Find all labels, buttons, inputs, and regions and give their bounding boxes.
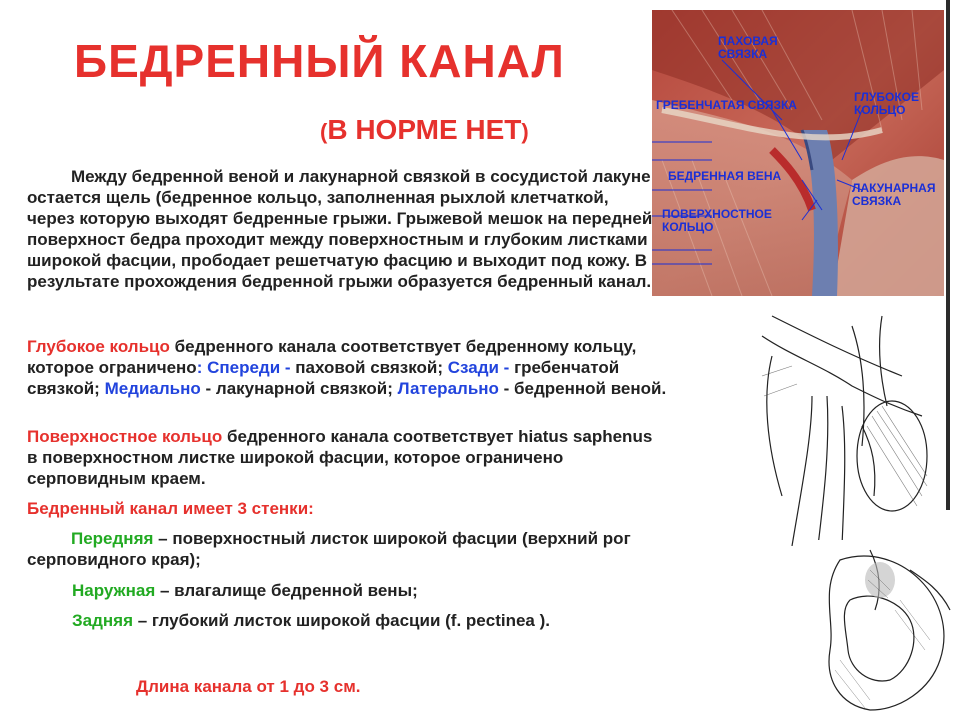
- deep-ring-term: Глубокое кольцо: [27, 337, 170, 356]
- walls-heading: Бедренный канал имеет 3 стенки:: [27, 499, 314, 518]
- deep-ring-text-1: бедренного канала соответствует бедренному кольцу, которое ограничено: [27, 337, 637, 377]
- label-deep-ring-line2: КОЛЬЦО: [854, 103, 906, 117]
- label-superficial-line2: КОЛЬЦО: [662, 220, 714, 234]
- label-pectineal-ligament: ГРЕБЕНЧАТАЯ СВЯЗКА: [656, 98, 797, 112]
- label-femoral-vein: БЕДРЕННАЯ ВЕНА: [668, 169, 782, 183]
- vessels-sketch: [752, 296, 942, 546]
- length-note: Длина канала от 1 до 3 см.: [136, 677, 361, 696]
- label-inguinal-line1: ПАХОВАЯ: [718, 34, 778, 48]
- deep-ring-text-5: - бедренной веной.: [498, 379, 667, 398]
- slide-title: БЕДРЕННЫЙ КАНАЛ: [74, 35, 565, 87]
- deep-ring-text-3: гребенчатой связкой;: [27, 358, 620, 398]
- label-deep-ring-line1: ГЛУБОКОЕ: [854, 90, 920, 104]
- front-term: Спереди -: [207, 358, 291, 377]
- deep-ring-text-4: - лакунарной связкой;: [200, 379, 398, 398]
- deep-ring-text-2: паховой связкой;: [290, 358, 448, 377]
- medial-term: Медиально: [104, 379, 201, 398]
- subtitle-close-paren: ): [521, 119, 529, 144]
- wall-outer-desc: – влагалище бедренной вены;: [155, 581, 418, 600]
- wall-back-name: Задняя: [72, 611, 134, 630]
- label-superficial-line1: ПОВЕРХНОСТНОЕ: [662, 207, 772, 221]
- pelvis-sketch: [810, 540, 960, 720]
- wall-outer-name: Наружная: [72, 581, 156, 600]
- deep-ring-colon: :: [196, 358, 208, 377]
- label-inguinal-line2: СВЯЗКА: [718, 47, 768, 61]
- anatomy-drawing-vessels: [752, 296, 942, 546]
- label-inguinal-ligament: [718, 35, 778, 61]
- subtitle-text: В НОРМЕ НЕТ: [327, 114, 522, 145]
- slide-subtitle: [320, 114, 529, 146]
- wall-front-desc: – поверхностный листок широкой фасции (верхний рог серповидного края);: [27, 529, 631, 569]
- wall-front: [27, 528, 667, 570]
- anatomy-drawing-pelvis: [810, 540, 960, 720]
- muscles-illustration: [652, 10, 944, 296]
- back-term: Сзади -: [447, 358, 510, 377]
- wall-back-desc: – глубокий листок широкой фасции (f. pectinea ).: [133, 611, 550, 630]
- label-deep-ring: [854, 91, 919, 117]
- superficial-ring-term: Поверхностное кольцо: [27, 427, 223, 446]
- anatomy-photo-muscles: [652, 10, 944, 296]
- wall-outer: [72, 580, 672, 601]
- label-lacunar-ligament: [852, 182, 935, 208]
- label-lacunar-line2: СВЯЗКА: [852, 194, 902, 208]
- wall-back: [72, 610, 672, 631]
- right-edge-bar: [946, 0, 950, 510]
- subtitle-open-paren: (: [320, 119, 328, 144]
- intro-paragraph: Между бедренной веной и лакунарной связкой в сосудистой лакуне остается щель (бедренное кольцо, заполненная рыхлой клетчаткой, через которую выходят бедренные грыжи. Грыжевой мешок на передней поверхност бедра проходит между поверхностным и глубоким листками широкой фасции, прободает решетчатую фасцию и выходит под кожу. В результате прохождения бедренной грыжи образуется бедренный канал.: [27, 167, 653, 291]
- superficial-ring-paragraph: [27, 426, 667, 489]
- label-superficial-ring: [662, 208, 772, 234]
- superficial-ring-text: бедренного канала соответствует hiatus saphenus в поверхностном листке широкой фасции, которое ограничено серповидным краем.: [27, 427, 653, 488]
- deep-ring-paragraph: [27, 336, 667, 399]
- label-lacunar-line1: ЛАКУНАРНАЯ: [852, 181, 936, 195]
- lateral-term: Латерально: [397, 379, 499, 398]
- wall-front-name: Передняя: [71, 529, 154, 548]
